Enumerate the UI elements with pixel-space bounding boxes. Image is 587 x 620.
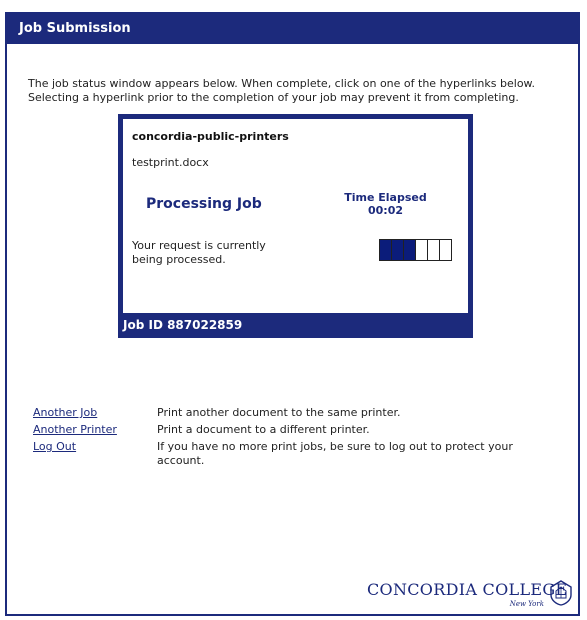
action-row-log-out (33, 440, 537, 468)
progress-segment (380, 240, 392, 260)
progress-segment (416, 240, 428, 260)
another-printer-description: Print a document to a different printer. (157, 423, 370, 436)
time-elapsed-label: Time Elapsed (344, 191, 427, 204)
status-message: Your request is currently being processed. (132, 239, 266, 266)
time-elapsed (333, 191, 438, 217)
intro-text: The job status window appears below. When complete, click on one of the hyperlinks below. Selecting a hyperlink prior to the completion of your job may prevent it from completing. (28, 77, 536, 104)
logo-name: CONCORDIA COLLEGE (367, 580, 568, 599)
progress-segment (440, 240, 451, 260)
log-out-link[interactable]: Log Out (33, 440, 77, 453)
concordia-college-logo (367, 580, 572, 610)
processing-status: Processing Job (146, 196, 262, 212)
progress-segment (404, 240, 416, 260)
action-links (33, 406, 537, 471)
file-name: testprint.docx (132, 156, 209, 169)
job-status-content (123, 119, 468, 313)
another-job-link[interactable]: Another Job (33, 406, 98, 419)
another-job-description: Print another document to the same printer. (157, 406, 401, 419)
job-status-window (118, 114, 473, 338)
printer-name: concordia-public-printers (132, 130, 289, 143)
title-bar (7, 14, 578, 44)
log-out-description: If you have no more print jobs, be sure to log out to protect your account. (157, 440, 513, 467)
progress-segment (428, 240, 440, 260)
action-row-another-job (33, 406, 537, 420)
action-row-another-printer (33, 423, 537, 437)
window-title: Job Submission (19, 21, 131, 36)
logo-subtitle: New York (509, 600, 544, 608)
job-submission-panel (5, 12, 580, 616)
progress-segment (392, 240, 404, 260)
job-id: Job ID 887022859 (123, 318, 243, 332)
another-printer-link[interactable]: Another Printer (33, 423, 117, 436)
time-elapsed-value: 00:02 (367, 204, 403, 217)
progress-bar (379, 239, 452, 261)
college-seal-icon (550, 580, 572, 606)
